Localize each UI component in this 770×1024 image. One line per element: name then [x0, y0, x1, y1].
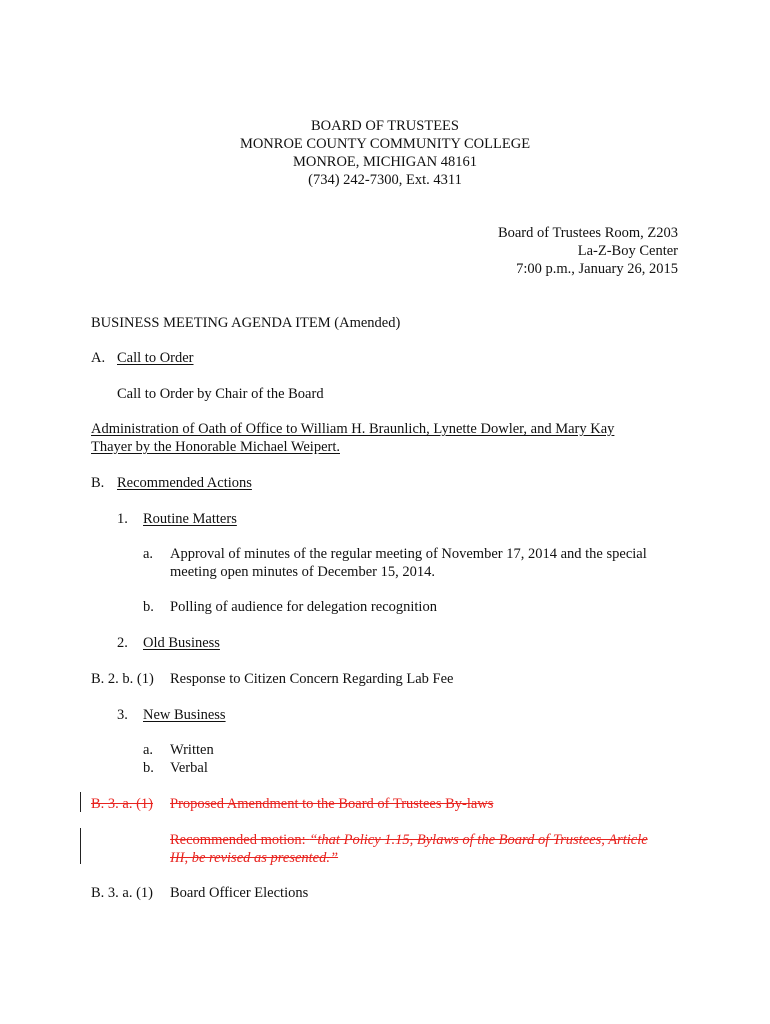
old-business-number: 2. [117, 635, 128, 651]
final-item-title: Board Officer Elections [170, 885, 309, 901]
deleted-motion-text-1: “that Policy 1.15, Bylaws of the Board of Trustees, Article [309, 832, 648, 848]
old-business-ref: B. 2. b. (1) [91, 671, 154, 687]
deleted-motion-line-2 [118, 849, 338, 867]
section-a-title: Call to Order [117, 350, 194, 366]
deleted-motion-line-1 [170, 831, 648, 849]
new-b-letter: b. [143, 760, 154, 776]
new-b-text: Verbal [170, 760, 208, 776]
oath-line-2: Thayer by the Honorable Michael Weipert. [91, 439, 340, 455]
routine-number: 1. [117, 511, 128, 527]
new-business-number: 3. [117, 707, 128, 723]
deleted-item-ref: B. 3. a. (1) [91, 796, 154, 812]
header-line-4: (734) 242-7300, Ext. 4311 [308, 172, 462, 188]
header-line-1: BOARD OF TRUSTEES [311, 118, 459, 134]
meeting-datetime: 7:00 p.m., January 26, 2015 [516, 261, 678, 277]
new-a-text: Written [170, 742, 214, 758]
meeting-building: La-Z-Boy Center [577, 243, 678, 259]
deleted-motion-indent [118, 849, 170, 867]
call-to-order-item: Call to Order by Chair of the Board [117, 386, 324, 402]
oath-line-1: Administration of Oath of Office to William H. Braunlich, Lynette Dowler, and Mary Kay [91, 421, 615, 437]
header-line-3: MONROE, MICHIGAN 48161 [292, 154, 478, 170]
routine-a-letter: a. [143, 546, 154, 562]
header-line-2: MONROE COUNTY COMMUNITY COLLEGE [239, 136, 531, 152]
agenda-title: BUSINESS MEETING AGENDA ITEM (Amended) [91, 315, 401, 331]
deleted-motion-label: Recommended motion: [170, 832, 310, 848]
change-bar [80, 792, 81, 812]
section-a-letter: A. [91, 350, 106, 366]
final-item-ref: B. 3. a. (1) [91, 885, 154, 901]
section-b-title: Recommended Actions [117, 475, 252, 491]
routine-b-text: Polling of audience for delegation recognition [170, 599, 437, 615]
change-bar [80, 828, 81, 864]
deleted-item-title: Proposed Amendment to the Board of Trustees By-laws [170, 796, 494, 812]
new-a-letter: a. [143, 742, 154, 758]
deleted-motion-text-2: III, be revised as presented.” [170, 850, 339, 866]
old-business-title: Old Business [143, 635, 220, 651]
routine-a-line-2: meeting open minutes of December 15, 2014. [170, 564, 435, 580]
old-business-item: Response to Citizen Concern Regarding Lab Fee [170, 671, 454, 687]
routine-b-letter: b. [143, 599, 154, 615]
routine-title: Routine Matters [143, 511, 237, 527]
new-business-title: New Business [143, 707, 226, 723]
section-b-letter: B. [91, 475, 105, 491]
meeting-room: Board of Trustees Room, Z203 [497, 225, 678, 241]
routine-a-line-1: Approval of minutes of the regular meeting of November 17, 2014 and the special [170, 546, 647, 562]
